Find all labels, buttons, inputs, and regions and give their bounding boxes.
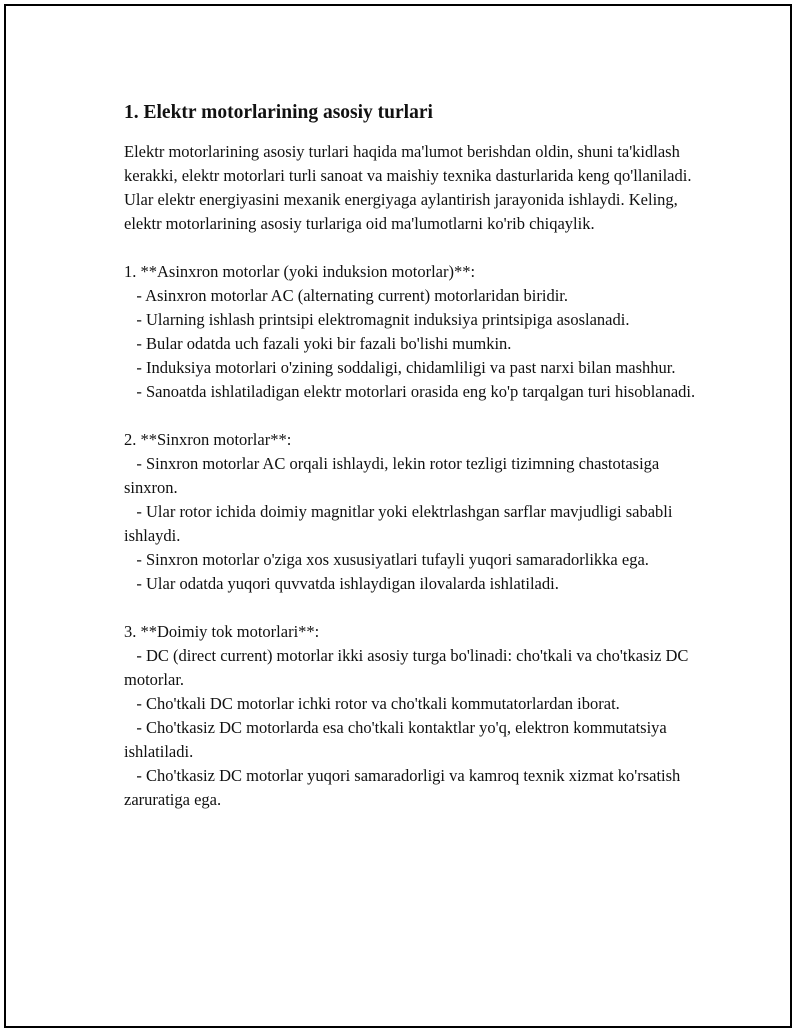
section-title: 2. **Sinxron motorlar**: bbox=[124, 430, 292, 449]
list-item: - Ularning ishlash printsipi elektromagnit induksiya printsipiga asoslanadi. bbox=[124, 310, 630, 329]
list-item: - Ular odatda yuqori quvvatda ishlaydigan ilovalarda ishlatiladi. bbox=[124, 574, 559, 593]
list-item: - Sanoatda ishlatiladigan elektr motorlari orasida eng ko'p tarqalgan turi hisoblanadi. bbox=[124, 382, 696, 401]
document-content bbox=[124, 100, 704, 812]
list-item: - Cho'tkasiz DC motorlar yuqori samaradorligi va kamroq texnik xizmat ko'rsatish zaruratiga ega. bbox=[124, 766, 685, 809]
page-frame bbox=[4, 4, 792, 1028]
list-item: - Ular rotor ichida doimiy magnitlar yoki elektrlashgan sarflar mavjudligi sababli ishlaydi. bbox=[124, 502, 677, 545]
list-item: - Sinxron motorlar AC orqali ishlaydi, lekin rotor tezligi tizimning chastotasiga sinxron. bbox=[124, 454, 664, 497]
list-item: - Cho'tkali DC motorlar ichki rotor va cho'tkali kommutatorlardan iborat. bbox=[124, 694, 620, 713]
list-item: - Asinxron motorlar AC (alternating current) motorlaridan biridir. bbox=[124, 286, 569, 305]
section-doimiy-tok bbox=[124, 620, 704, 812]
section-sinxron bbox=[124, 428, 704, 596]
section-heading: 1. Elektr motorlarining asosiy turlari bbox=[124, 102, 433, 123]
intro-paragraph: Elektr motorlarining asosiy turlari haqida ma'lumot berishdan oldin, shuni ta'kidlash kerakki, elektr motorlari turli sanoat va maishiy texnika dasturlarida keng qo'llaniladi. Ular elektr energiyasini mexanik energiyaga aylantirish jarayonida ishlaydi. Keling, elektr motorlarining asosiy turlariga oid ma'lumotlarni ko'rib chiqaylik. bbox=[124, 142, 692, 233]
list-item: - Bular odatda uch fazali yoki bir fazali bo'lishi mumkin. bbox=[124, 334, 512, 353]
list-item: - Induksiya motorlari o'zining soddaligi, chidamliligi va past narxi bilan mashhur. bbox=[124, 358, 676, 377]
section-title: 3. **Doimiy tok motorlari**: bbox=[124, 622, 320, 641]
list-item: - Cho'tkasiz DC motorlarda esa cho'tkali kontaktlar yo'q, elektron kommutatsiya ishlatiladi. bbox=[124, 718, 671, 761]
list-item: - DC (direct current) motorlar ikki asosiy turga bo'linadi: cho'tkali va cho'tkasiz DC motorlar. bbox=[124, 646, 693, 689]
section-asinxron bbox=[124, 260, 704, 404]
list-item: - Sinxron motorlar o'ziga xos xususiyatlari tufayli yuqori samaradorlikka ega. bbox=[124, 550, 649, 569]
section-title: 1. **Asinxron motorlar (yoki induksion motorlar)**: bbox=[124, 262, 476, 281]
